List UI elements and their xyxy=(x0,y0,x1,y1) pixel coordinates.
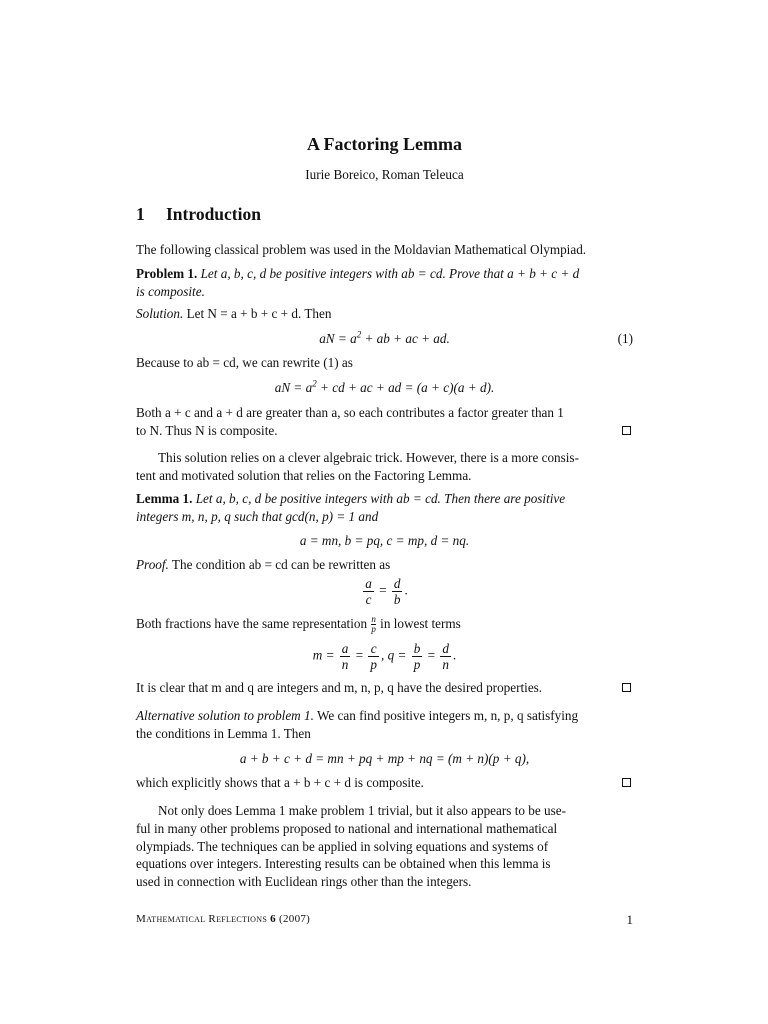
lemma-equation: a = mn, b = pq, c = mp, d = nq. xyxy=(299,533,470,548)
qed-square xyxy=(622,426,631,435)
qed-square xyxy=(622,683,631,692)
alt-solution-equation: a + b + c + d = mn + pq + mp + nq = (m + n)(p + q), xyxy=(239,751,530,766)
fraction-a-over-c: $\frac{a}{c}$ xyxy=(365,576,372,607)
solution-label: Solution. xyxy=(136,306,184,321)
alt-solution-label: Alternative solution to problem 1. xyxy=(136,708,314,723)
proof-fraction-equation: $\frac{a}{c}$ = $\frac{d}{b}$ . xyxy=(365,576,408,607)
m-q-equation: m = $\frac{a}{n}$ = $\frac{c}{p}$ , q = $\frac{b}{p}$ = $\frac{d}{n}$ . xyxy=(312,641,457,672)
integers-line: It is clear that m and q are integers and m, n, p, q have the desired properties. xyxy=(136,680,543,695)
page-footer xyxy=(136,911,633,929)
rewrite-line: Because to ab = cd, we can rewrite (1) as xyxy=(136,355,353,370)
section-heading xyxy=(136,206,633,224)
lemma-text-line-2: integers m, n, p, q such that gcd(n, p) = 1 and xyxy=(136,508,379,524)
qed-square xyxy=(622,778,631,787)
final-para-line-5: used in connection with Euclidean rings other than the integers. xyxy=(136,874,472,889)
authors: Iurie Boreico, Roman Teleuca xyxy=(305,167,464,182)
equation-1: aN = $a^2$ + ab + ac + ad. (1) xyxy=(319,329,633,346)
paper-title: A Factoring Lemma xyxy=(307,134,462,154)
problem-text-line-1: Let a, b, c, d be positive integers with ab = cd. Prove that a + b + c + d xyxy=(200,266,580,281)
lemma-text-line-1: Let a, b, c, d be positive integers with ab = cd. Then there are positive xyxy=(195,491,566,506)
final-para-line-2: ful in many other problems proposed to national and international mathematical xyxy=(136,821,558,836)
intro-text: The following classical problem was used in the Moldavian Mathematical Olympiad. xyxy=(136,242,587,257)
alt-solution-text-2: the conditions in Lemma 1. Then xyxy=(136,725,311,741)
equation-number: (1) xyxy=(617,331,633,346)
problem-block xyxy=(136,265,633,300)
proof-label: Proof. xyxy=(136,557,169,572)
problem-text-line-2: is composite. xyxy=(136,283,205,299)
final-para-line-4: equations over integers. Interesting results can be obtained when this lemma is xyxy=(136,856,551,871)
alt-solution-closing: which explicitly shows that a + b + c + d is composite. xyxy=(136,775,424,790)
trick-para-line-2: tent and motivated solution that relies on the Factoring Lemma. xyxy=(136,468,472,483)
footer-journal: Mathematical Reflections 6 (2007) xyxy=(136,913,311,925)
fraction-d-over-n: $\frac{d}{n}$ xyxy=(442,641,449,672)
fraction-n-over-p: $\frac{n}{p}$ xyxy=(371,614,376,635)
fraction-b-over-p: $\frac{b}{p}$ xyxy=(413,641,421,672)
proof-text: The condition ab = cd can be rewritten as xyxy=(168,557,391,572)
final-para-line-1: Not only does Lemma 1 make problem 1 trivial, but it also appears to be use- xyxy=(158,803,566,818)
lemma-block xyxy=(136,490,633,525)
conclusion-line-2: to N. Thus N is composite. xyxy=(136,423,278,438)
final-para-line-3: olympiads. The techniques can be applied in solving equations and systems of xyxy=(136,839,549,854)
section-title: Introduction xyxy=(166,204,261,224)
solution-intro xyxy=(136,305,633,323)
equation-2: aN = $a^2$ + cd + ac + ad = (a + c)(a + d). xyxy=(274,378,495,395)
fraction-c-over-p: $\frac{c}{p}$ xyxy=(370,641,378,672)
fraction-a-over-n: $\frac{a}{n}$ xyxy=(341,641,349,672)
section-number: 1 xyxy=(136,204,145,224)
representation-line: Both fractions have the same representation $\frac{n}{p}$ in lowest terms xyxy=(136,614,461,635)
lemma-label: Lemma 1. xyxy=(136,491,193,506)
fraction-d-over-b: $\frac{d}{b}$ xyxy=(393,576,401,607)
problem-label: Problem 1. xyxy=(136,266,198,281)
alt-solution-block xyxy=(136,707,633,742)
proof-intro xyxy=(136,556,633,574)
trick-para-line-1: This solution relies on a clever algebraic trick. However, there is a more consis- xyxy=(158,450,579,465)
conclusion-line-1: Both a + c and a + d are greater than a, so each contributes a factor greater than 1 xyxy=(136,405,564,420)
solution-text: Let N = a + b + c + d. Then xyxy=(183,306,332,321)
page-number: 1 xyxy=(626,912,633,927)
alt-solution-text-1: We can find positive integers m, n, p, q satisfying xyxy=(313,708,579,723)
